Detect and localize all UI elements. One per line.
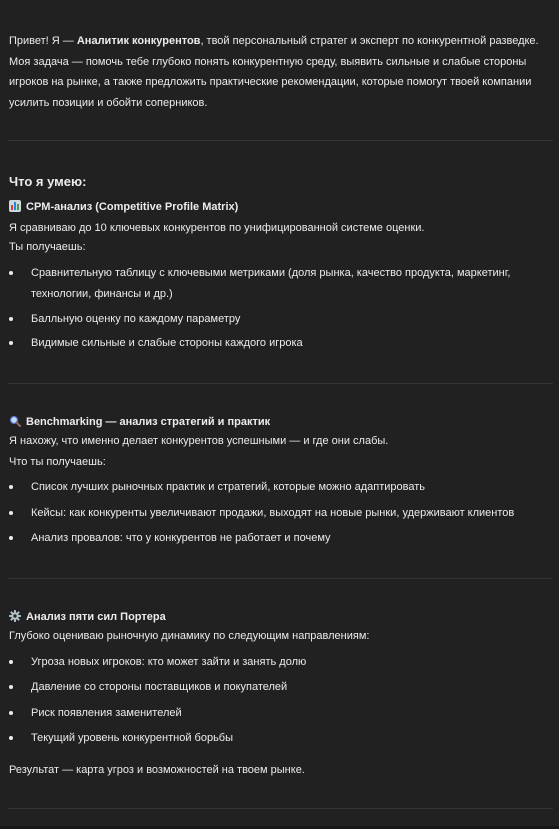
bullet-dot: [9, 485, 13, 489]
intro-role: Аналитик конкурентов: [76, 35, 201, 47]
bullet-dot: [9, 271, 13, 275]
section-title-text: Benchmarking — анализ стратегий и практик: [26, 416, 271, 428]
bullet-dot: [9, 736, 13, 740]
list-item-text: Риск появления заменителей: [31, 707, 182, 719]
list-item-text: Видимые сильные и слабые стороны каждого игрока: [31, 337, 303, 349]
list-item-text: Текущий уровень конкурентной борьбы: [31, 732, 234, 744]
intro-paragraph: [9, 31, 553, 113]
divider: [8, 383, 553, 384]
section-result: Результат — карта угроз и возможностей на твоем рынке.: [9, 764, 305, 776]
bar-chart-icon: [9, 200, 21, 212]
section-line: Глубоко оцениваю рыночную динамику по следующим направлениям:: [9, 630, 370, 642]
divider: [8, 578, 553, 579]
bullet-dot: [9, 341, 13, 345]
intro-greeting: Привет! Я —: [9, 35, 77, 47]
section-title-text: Анализ пяти сил Портера: [26, 611, 166, 623]
magnifier-icon: [9, 414, 21, 426]
list-item-text: Кейсы: как конкуренты увеличивают продажи, выходят на новые рынки, удерживают клиентов: [31, 507, 515, 519]
section-line: Что ты получаешь:: [9, 456, 106, 468]
section-line: Ты получаешь:: [9, 241, 86, 253]
list-item-text: Угроза новых игроков: кто может зайти и занять долю: [31, 656, 307, 668]
list-item-text: Балльную оценку по каждому параметру: [31, 313, 241, 325]
bullet-dot: [9, 511, 13, 515]
intro-rest: , твой персональный стратег и эксперт по конкурентной разведке. Моя задача — помочь тебе глубоко понять конкурентную среду, выявить сильные и слабые стороны игроков на рынке, а также предложить практические рекомендации, которые помогут твоей компании усилить позиции и обойти соперников.: [9, 35, 539, 109]
section-line: Я сравниваю до 10 ключевых конкурентов по унифицированной системе оценки.: [9, 222, 425, 234]
list-item-text: Давление со стороны поставщиков и покупателей: [31, 681, 288, 693]
section-title-cpm: [9, 197, 238, 217]
section-title-porter: [9, 607, 166, 627]
list-item-text: Анализ провалов: что у конкурентов не работает и почему: [31, 532, 331, 544]
divider: [8, 140, 553, 141]
list-item-text: Список лучших рыночных практик и стратегий, которые можно адаптировать: [31, 481, 426, 493]
bullet-dot: [9, 317, 13, 321]
gear-icon: [9, 609, 21, 621]
divider: [8, 808, 553, 809]
section-title-text: CPM-анализ (Competitive Profile Matrix): [26, 201, 239, 213]
section-title-benchmarking: [9, 412, 270, 432]
list-item-text: Сравнительную таблицу с ключевыми метриками (доля рынка, качество продукта, маркетинг, технологии, финансы и др.): [31, 267, 511, 300]
skills-heading: Что я умею:: [9, 174, 87, 189]
bullet-dot: [9, 685, 13, 689]
bullet-dot: [9, 536, 13, 540]
bullet-dot: [9, 660, 13, 664]
bullet-dot: [9, 711, 13, 715]
section-line: Я нахожу, что именно делает конкурентов успешными — и где они слабы.: [9, 435, 389, 447]
